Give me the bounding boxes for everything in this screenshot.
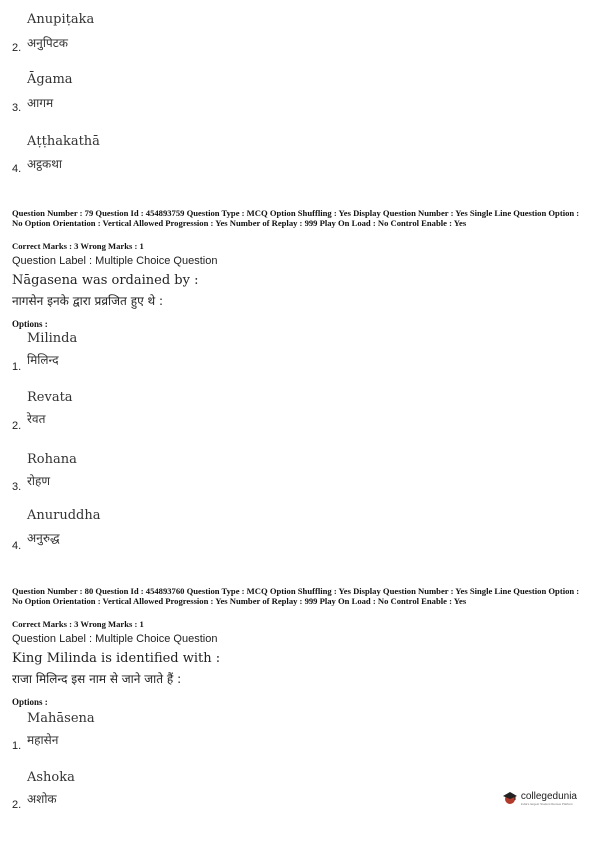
question-text-hindi: नागसेन इनके द्वारा प्रव्रजित हुए थे : — [12, 294, 164, 308]
question-marks: Correct Marks : 3 Wrong Marks : 1 — [12, 241, 144, 251]
option-number: 4. — [12, 540, 22, 552]
option-number: 2. — [12, 42, 22, 54]
collegedunia-logo — [502, 790, 577, 806]
option-number: 3. — [12, 102, 22, 114]
question-label: Question Label : Multiple Choice Question — [12, 633, 218, 645]
options-heading: Options : — [12, 319, 48, 329]
logo-brand: collegedunia — [520, 790, 577, 802]
option-hindi: अशोक — [27, 792, 57, 806]
option-number: 4. — [12, 163, 22, 175]
option-english: Āgama — [27, 72, 73, 87]
option-hindi: आगम — [27, 96, 54, 110]
question-text-english: King Milinda is identified with : — [12, 651, 221, 666]
option-hindi: महासेन — [27, 733, 59, 747]
logo-tagline: India's largest Student Review Platform — [520, 801, 574, 806]
option-english: Rohana — [27, 452, 77, 467]
question-label: Question Label : Multiple Choice Question — [12, 255, 218, 267]
question-text-hindi: राजा मिलिन्द इस नाम से जाने जाते हैं : — [12, 672, 182, 686]
option-number: 3. — [12, 481, 22, 493]
option-english: Milinda — [27, 331, 78, 346]
question-marks: Correct Marks : 3 Wrong Marks : 1 — [12, 619, 144, 629]
graduation-cap-icon — [502, 790, 518, 806]
option-english: Ashoka — [27, 770, 75, 785]
question-metadata: Question Number : 80 Question Id : 454893760 Question Type : MCQ Option Shuffling : Yes Display Question Number : Yes Single Line Question Option : No Option Orientation : Vertical Allowed Progression : Yes Number of Replay : 999 Play On Load : No Control Enable : Yes — [12, 586, 580, 606]
option-number: 1. — [12, 740, 22, 752]
option-english: Mahāsena — [27, 711, 95, 726]
option-hindi: मिलिन्द — [27, 353, 59, 367]
option-number: 1. — [12, 361, 22, 373]
option-hindi: अट्ठकथा — [27, 157, 63, 171]
option-english: Anupiṭaka — [27, 12, 95, 27]
option-number: 2. — [12, 799, 22, 811]
option-hindi: रोहण — [27, 474, 51, 488]
option-hindi: अनुपिटक — [27, 36, 69, 50]
option-english: Revata — [27, 390, 73, 405]
option-english: Anuruddha — [27, 508, 101, 523]
question-text-english: Nāgasena was ordained by : — [12, 273, 199, 288]
option-number: 2. — [12, 420, 22, 432]
option-hindi: रेवत — [27, 412, 46, 426]
option-hindi: अनुरुद्ध — [27, 531, 60, 545]
options-heading: Options : — [12, 697, 48, 707]
option-english: Aṭṭhakathā — [27, 134, 100, 149]
question-metadata: Question Number : 79 Question Id : 454893759 Question Type : MCQ Option Shuffling : Yes Display Question Number : Yes Single Line Question Option : No Option Orientation : Vertical Allowed Progression : Yes Number of Replay : 999 Play On Load : No Control Enable : Yes — [12, 208, 580, 228]
